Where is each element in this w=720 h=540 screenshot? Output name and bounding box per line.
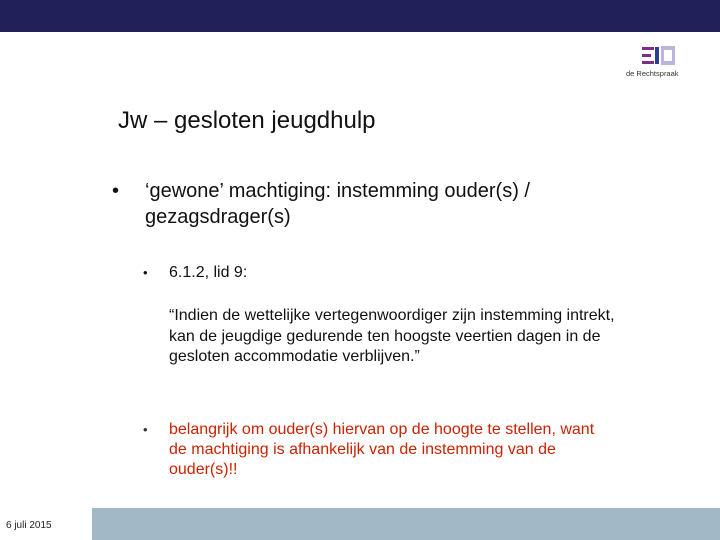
sub-bullet-item <box>143 263 613 285</box>
footer-bar <box>0 508 720 540</box>
highlight-text: belangrijk om ouder(s) hiervan op de hoogte te stellen, want de machtiging is afhankelijk van de instemming van de ouder(s)!! <box>169 421 595 478</box>
footer-date: 6 juli 2015 <box>0 508 92 540</box>
sub-bullet-marker: • <box>143 422 148 437</box>
logo-text: de Rechtspraak <box>626 69 679 78</box>
sub-bullet-item-highlight <box>143 420 613 484</box>
rechtspraak-logo <box>624 44 694 80</box>
rechtspraak-logo-icon <box>640 44 676 66</box>
bullet-text: ‘gewone’ machtiging: instemming ouder(s) / gezagsdrager(s) <box>145 180 530 228</box>
bullet-marker: • <box>112 180 120 202</box>
sub-bullet-marker: • <box>143 265 148 280</box>
legal-quote: “Indien de wettelijke vertegenwoordiger zijn instemming intrekt, kan de jeugdige gedurende ten hoogste veertien dagen in de gesloten accommodatie verblijven.” <box>169 307 615 365</box>
top-bar <box>0 0 720 32</box>
slide-title: Jw – gesloten jeugdhulp <box>118 107 376 134</box>
sub-bullet-text: 6.1.2, lid 9: <box>169 264 248 281</box>
